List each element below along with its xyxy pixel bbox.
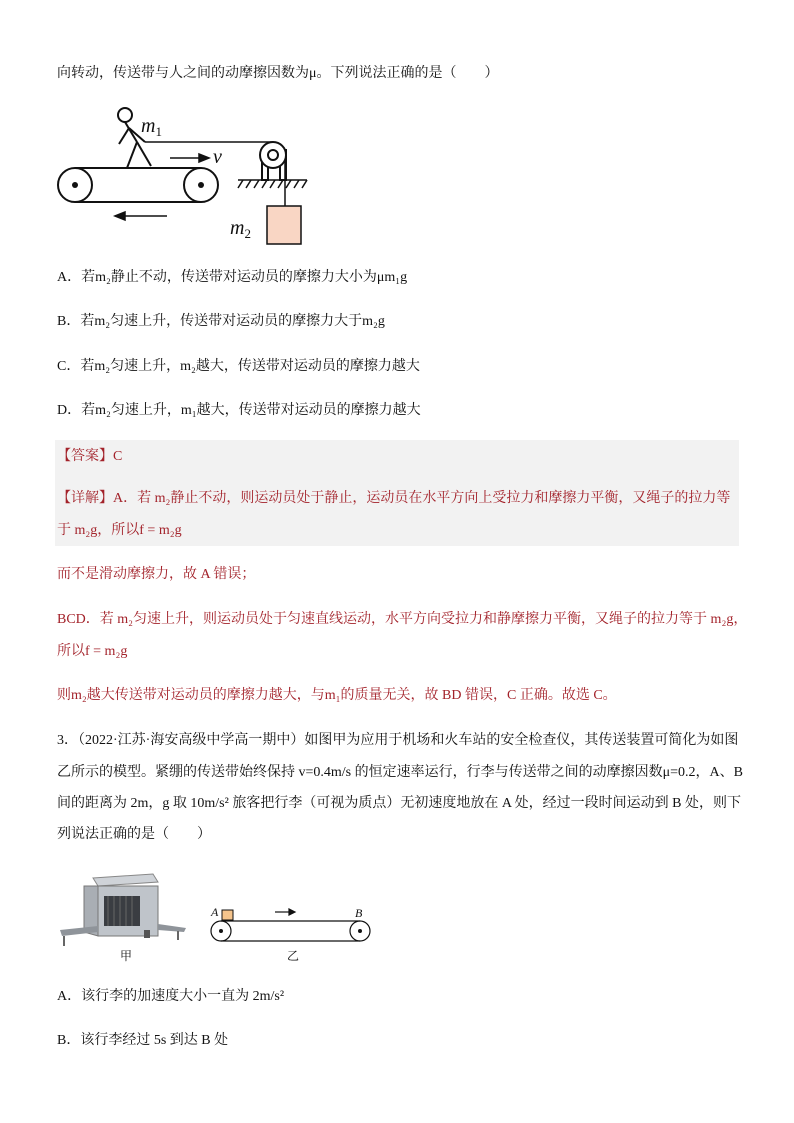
belt-arrow: [275, 909, 295, 915]
label-a: A: [211, 905, 219, 919]
detail-line-4: BCD．若 m₂匀速上升，则运动员处于匀速直线运动，水平方向受拉力和静摩擦力平衡，又绳子的拉力等于 m₂g，: [57, 612, 748, 627]
question-3-stem-2: 乙所示的模型。紧绷的传送带始终保持 v=0.4m/s 的恒定速率运行，行李与传送带之间的动摩擦因数μ=0.2，A、B: [57, 765, 743, 780]
label-b: B: [355, 906, 363, 920]
detail-line-6: 则m₂越大传送带对运动员的摩擦力越大，与m₁的质量无关，故 BD 错误，C 正确。故选 C。: [57, 688, 617, 703]
conveyor-athlete-figure: [55, 100, 315, 250]
pulley: [260, 142, 286, 180]
ground-support: [238, 180, 307, 188]
velocity-arrow: [170, 154, 209, 162]
luggage-block: [222, 910, 233, 920]
question-3-stem-3: 间的距离为 2m，g 取 10m/s² 旅客把行李（可视为质点）无初速度地放在 A 处，经过一段时间运动到 B 处，则下: [57, 796, 741, 811]
caption-yi: 乙: [287, 949, 300, 963]
svg-text:m2: [230, 217, 251, 241]
option-b: B．若m₂匀速上升，传送带对运动员的摩擦力大于m₂g: [57, 314, 385, 329]
option-d: D．若m₂匀速上升，m₁越大，传送带对运动员的摩擦力越大: [57, 403, 421, 418]
question-2-stem: 向转动，传送带与人之间的动摩擦因数为μ。下列说法正确的是（ ）: [57, 66, 499, 81]
label-m1: m: [141, 115, 156, 137]
option-a: A．若m₂静止不动，传送带对运动员的摩擦力大小为μm₁g: [57, 270, 408, 285]
belt-direction-arrow: [115, 212, 167, 220]
q3-option-a: A．该行李的加速度大小一直为 2m/s²: [57, 989, 285, 1004]
answer-label: 【答案】C: [57, 449, 123, 464]
detail-line-5: 所以f = m₂g: [57, 644, 128, 659]
caption-jia: 甲: [120, 949, 133, 963]
svg-text:m1: [141, 115, 162, 139]
hanging-block: [267, 206, 301, 244]
detail-line-2: 于 m₂g，所以f = m₂g: [57, 523, 182, 538]
conveyor-belt: [58, 168, 218, 202]
question-3-stem-1: 3．（2022·江苏·海安高级中学高一期中）如图甲为应用于机场和火车站的安全检查仪，其传送装置可简化为如图: [57, 733, 739, 748]
question-3-stem-4: 列说法正确的是（ ）: [57, 827, 211, 842]
belt-model-figure: [205, 900, 377, 950]
label-m2: m: [230, 217, 245, 239]
label-m2-sub: 2: [244, 226, 251, 241]
label-v: v: [213, 146, 222, 168]
label-m1-sub: 1: [155, 124, 162, 139]
q3-option-b: B．该行李经过 5s 到达 B 处: [57, 1033, 229, 1048]
option-c: C．若m₂匀速上升，m₂越大，传送带对运动员的摩擦力越大: [57, 359, 420, 374]
detail-line-1: 【详解】A．若 m₂静止不动，则运动员处于静止，运动员在水平方向上受拉力和摩擦力平衡，又绳子的拉力等: [57, 491, 731, 506]
detail-line-3: 而不是滑动摩擦力，故 A 错误；: [57, 567, 256, 582]
